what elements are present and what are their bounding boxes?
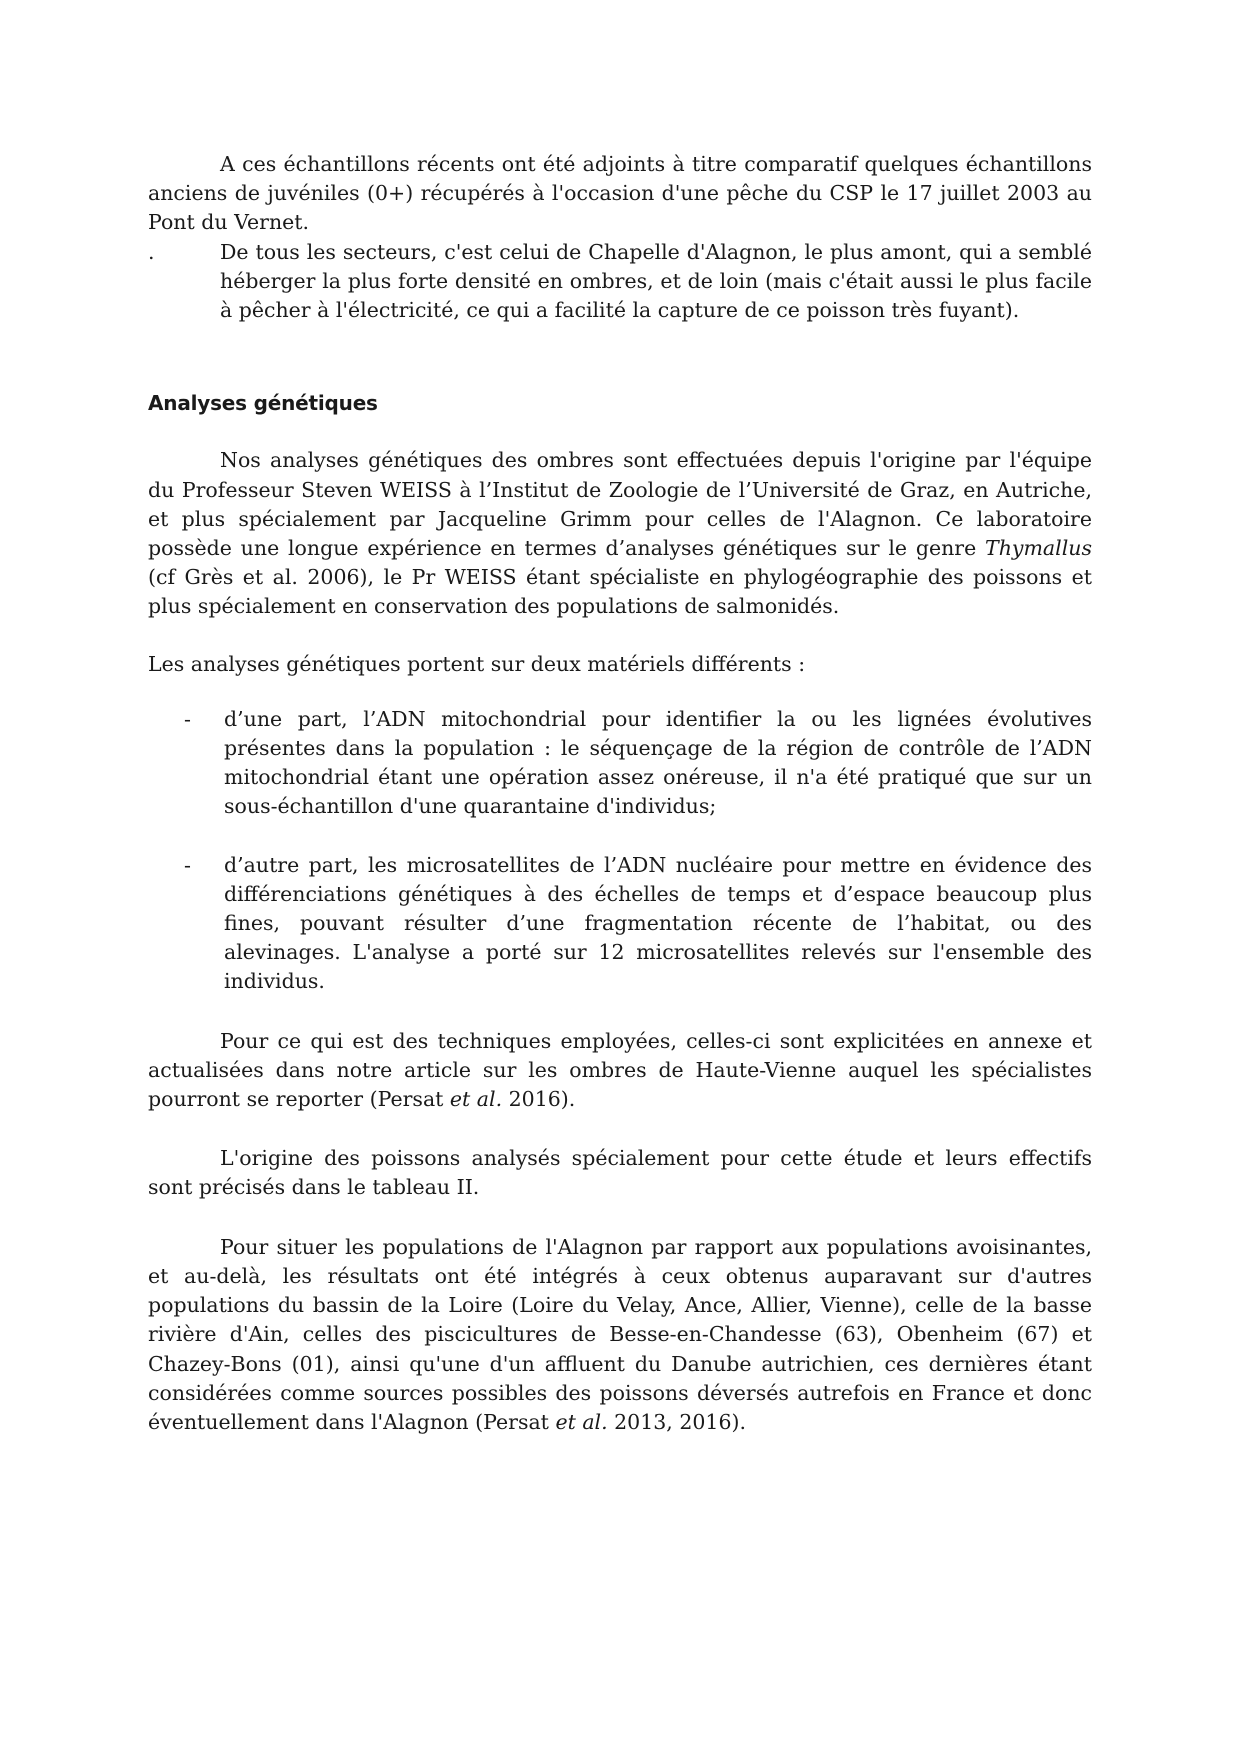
section-paragraph-3-part-a: Pour ce qui est des techniques employées, celles-ci sont explicitées en annexe et actualisées dans notre article sur les ombres de Haute-Vienne auquel les spécialistes pourront se reporter (Persat [148,1028,1092,1112]
list-dash: - [184,852,191,877]
intro-paragraph-1: A ces échantillons récents ont été adjoints à titre comparatif quelques échantillons anciens de juvéniles (0+) récupérés à l'occasion d'une pêche du CSP le 17 juillet 2003 au Pont du Vernet. [148,152,1092,235]
citation-italic: et al. [555,1409,608,1434]
section-paragraph-3-part-b: 2016). [502,1087,576,1112]
section-paragraph-1-part-b: (cf Grès et al. 2006), le Pr WEISS étant spécialiste en phylogéographie des poissons et plus spécialement en conservation des populations de salmonidés. [148,565,1092,619]
intro-paragraph-2 [148,238,1092,326]
genus-name: Thymallus [985,536,1092,561]
section-paragraph-4: L'origine des poissons analysés spécialement pour cette étude et leurs effectifs sont précisés dans le tableau II. [148,1146,1092,1200]
section-paragraph-2: Les analyses génétiques portent sur deux matériels différents : [148,651,806,676]
section-paragraph-3 [148,1027,1092,1115]
materials-list [148,705,1092,997]
section-paragraph-5-part-a: Pour situer les populations de l'Alagnon par rapport aux populations avoisinantes, et au-delà, les résultats ont été intégrés à ceux obtenus auparavant sur d'autres populations du bassin de la Loire (Loire du Velay, Ance, Allier, Vienne), celle de la basse rivière d'Ain, celles des piscicultures de Besse-en-Chandesse (63), Obenheim (67) et Chazey-Bons (01), ainsi qu'une d'un affluent du Danube autrichien, ces dernières étant considérées comme sources possibles des poissons déversés autrefois en France et donc éventuellement dans l'Alagnon (Persat [148,1234,1092,1434]
list-item-text: d’autre part, les microsatellites de l’ADN nucléaire pour mettre en évidence des différenciations génétiques à des échelles de temps et d’espace beaucoup plus fines, pouvant résulter d’une fragmentation récente de l’habitat, ou des alevinages. L'analyse a porté sur 12 microsatellites relevés sur l'ensemble des individus. [224,852,1092,994]
section-paragraph-1 [148,446,1092,621]
list-item [148,705,1092,822]
section-paragraph-5-part-b: 2013, 2016). [607,1409,747,1434]
section-paragraph-5 [148,1233,1092,1437]
list-dash: - [184,706,191,731]
paragraph-marker: . [148,239,155,264]
list-item [148,851,1092,997]
list-item-text: d’une part, l’ADN mitochondrial pour identifier la ou les lignées évolutives présentes dans la population : le séquençage de la région de contrôle de l’ADN mitochondrial étant une opération assez onéreuse, il n'a été pratiqué que sur un sous-échantillon d'une quarantaine d'individus; [224,706,1092,819]
section-paragraph-1-part-a: Nos analyses génétiques des ombres sont effectuées depuis l'origine par l'équipe du Professeur Steven WEISS à l’Institut de Zoologie de l’Université de Graz, en Autriche, et plus spécialement par Jacqueline Grimm pour celles de l'Alagnon. Ce laboratoire possède une longue expérience en termes d’analyses génétiques sur le genre [148,448,1092,561]
section-heading: Analyses génétiques [148,391,378,416]
intro-paragraph-2-text: De tous les secteurs, c'est celui de Chapelle d'Alagnon, le plus amont, qui a semblé héberger la plus forte densité en ombres, et de loin (mais c'était aussi le plus facile à pêcher à l'électricité, ce qui a facilité la capture de ce poisson très fuyant). [220,239,1092,323]
document-page [148,150,1092,1437]
citation-italic: et al. [449,1087,503,1112]
